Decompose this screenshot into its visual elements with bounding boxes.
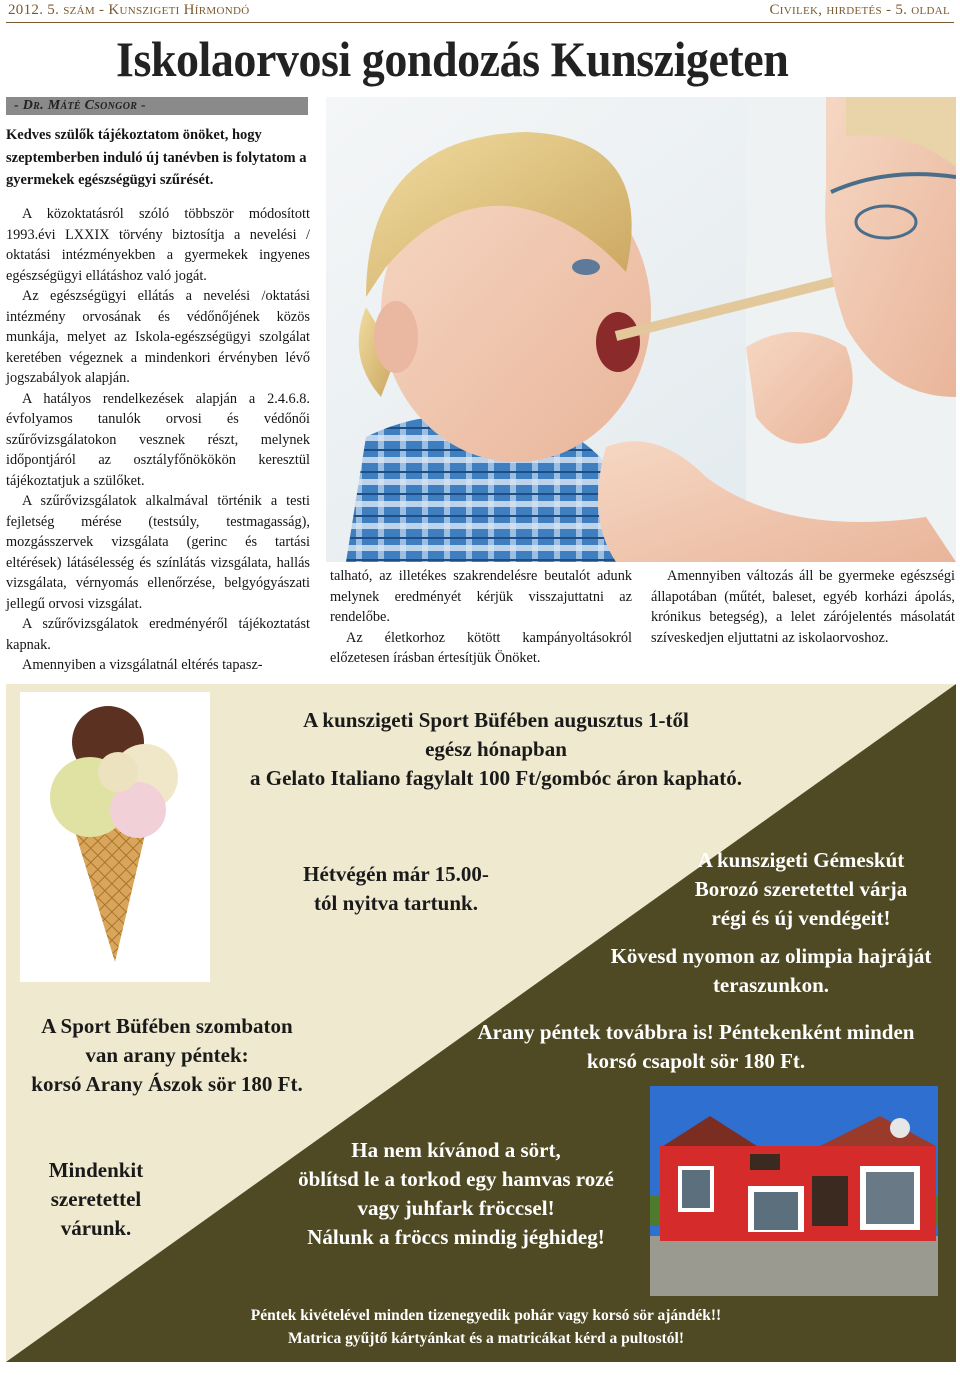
saturday-offer <box>12 1012 322 1099</box>
olympics-line: teraszunkon. <box>712 973 830 997</box>
welcome-line: várunk. <box>60 1216 132 1240</box>
footer-line: Matrica gyűjtő kártyánkat és a matricákat kérd a pultostól! <box>287 1330 685 1347</box>
paragraph: A hatályos rendelkezések alapján a 2.4.6.8. évfolyamos tanulók orvosi és védőnői szűrővizsgálatokon vesznek részt, melynek időpontjáról az osztályfőnökökön keresztül tájékoztatjuk a szülőket. <box>6 390 310 489</box>
bufe-building-photo <box>650 1086 938 1296</box>
footer-line: Péntek kivételével minden tizenegyedik pohár vagy korsó sör ajándék!! <box>250 1307 722 1324</box>
paragraph: Az életkorhoz kötött kampányoltásokról előzetesen írásban értesítjük Önöket. <box>330 629 632 666</box>
spritz-offer <box>286 1136 626 1252</box>
welcome-line: szeretettel <box>50 1187 142 1211</box>
weekend-line: Hétvégén már 15.00- <box>303 862 489 886</box>
article-column-2 <box>330 566 632 669</box>
section-header: Civilek, hirdetés - 5. oldal <box>769 2 950 18</box>
paragraph: Amennyiben a vizsgálatnál eltérés tapasz- <box>22 657 263 673</box>
spritz-line: vagy juhfark fröccsel! <box>357 1196 555 1220</box>
paragraph: Az egészségügyi ellátás a nevelési /oktatási intézmény orvosának és védőnőjének közös munkája, melyet az Iskola-egészségügyi szolgálat keretében végeznek a mindenkori érvényben lévő jogszabályok alapján. <box>6 288 310 386</box>
article-author: - Dr. Máté Csongor - <box>14 98 146 113</box>
paragraph: Amennyiben változás áll be gyermeke egészségi állapotában (műtét, baleset, egyéb korházi ápolás, krónikus betegség), a lelet zárójelentés másolatát szíveskedjen eljuttatni az iskolaorvoshoz. <box>651 568 955 646</box>
weekend-hours <box>276 860 516 918</box>
exam-photo <box>326 97 956 562</box>
gemeskut-line: Borozó szeretettel várja <box>694 877 908 901</box>
footer-promo <box>186 1304 786 1350</box>
gemeskut-line: régi és új vendégeit! <box>711 906 891 930</box>
paragraph: A szűrővizsgálatok alkalmával történik a testi fejletség mérése (testsúly, testmagasság), mozgásszervek vizsgálata (gerinc és tartási eltérések) látásélesség és színlátás vizsgálata, hallás vizsgálata, vérnyomás ellenőrzése, belgyógyászati jellegű orvosi vizsgálat. <box>6 493 310 612</box>
saturday-line: korsó Arany Ászok sör 180 Ft. <box>31 1072 303 1096</box>
gelato-headline <box>216 706 776 793</box>
friday-line: Arany péntek továbbra is! Péntekenként minden <box>477 1020 915 1044</box>
saturday-line: A Sport Büfében szombaton <box>41 1014 293 1038</box>
friday-line: korsó csapolt sör 180 Ft. <box>586 1049 806 1073</box>
spritz-line: Nálunk a fröccs mindig jéghideg! <box>307 1225 605 1249</box>
headline-line: A kunszigeti Sport Büfében augusztus 1-től <box>303 708 689 732</box>
paragraph: A szűrővizsgálatok eredményéről tájékoztatást kapnak. <box>6 616 310 653</box>
welcome-line: Mindenkit <box>48 1158 144 1182</box>
weekend-line: tól nyitva tartunk. <box>314 891 478 915</box>
article-column-3 <box>651 566 955 648</box>
headline-line: egész hónapban <box>425 737 567 761</box>
paragraph: A közoktatásról szóló többször módosított 1993.évi LXXIX törvény biztosítja a nevelési / oktatási intézményekben a gyermekek ingyenes egészségügyi ellátáshoz való jogát. <box>6 206 310 284</box>
headline-line: a Gelato Italiano fagylalt 100 Ft/gombóc áron kapható. <box>250 766 742 790</box>
friday-offer <box>456 1018 936 1076</box>
saturday-line: van arany péntek: <box>85 1043 249 1067</box>
gemeskut-invite <box>666 846 936 933</box>
olympics-note <box>586 942 956 1000</box>
article-lead: Kedves szülők tájékoztatom önöket, hogy szeptemberben induló új tanévben is folytatom a gyermekek egészségügyi szűrését. <box>6 127 307 188</box>
issue-header: 2012. 5. szám - Kunszigeti Hírmondó <box>8 2 250 18</box>
gemeskut-line: A kunszigeti Gémeskút <box>697 848 905 872</box>
welcome-note <box>26 1156 166 1243</box>
sport-bufe-advertisement <box>6 684 956 1362</box>
paragraph: talható, az illetékes szakrendelésre beutalót adunk melynek eredményét kérjük visszajuttatni az rendelőbe. <box>330 568 632 625</box>
ice-cream-image <box>20 692 210 982</box>
article-title: Iskolaorvosi gondozás Kunszigeten <box>116 31 789 87</box>
header-rule <box>6 22 954 23</box>
article-column-1 <box>6 204 310 676</box>
spritz-line: öblítsd le a torkod egy hamvas rozé <box>298 1167 614 1191</box>
spritz-line: Ha nem kívánod a sört, <box>351 1138 561 1162</box>
olympics-line: Kövesd nyomon az olimpia hajráját <box>610 944 932 968</box>
